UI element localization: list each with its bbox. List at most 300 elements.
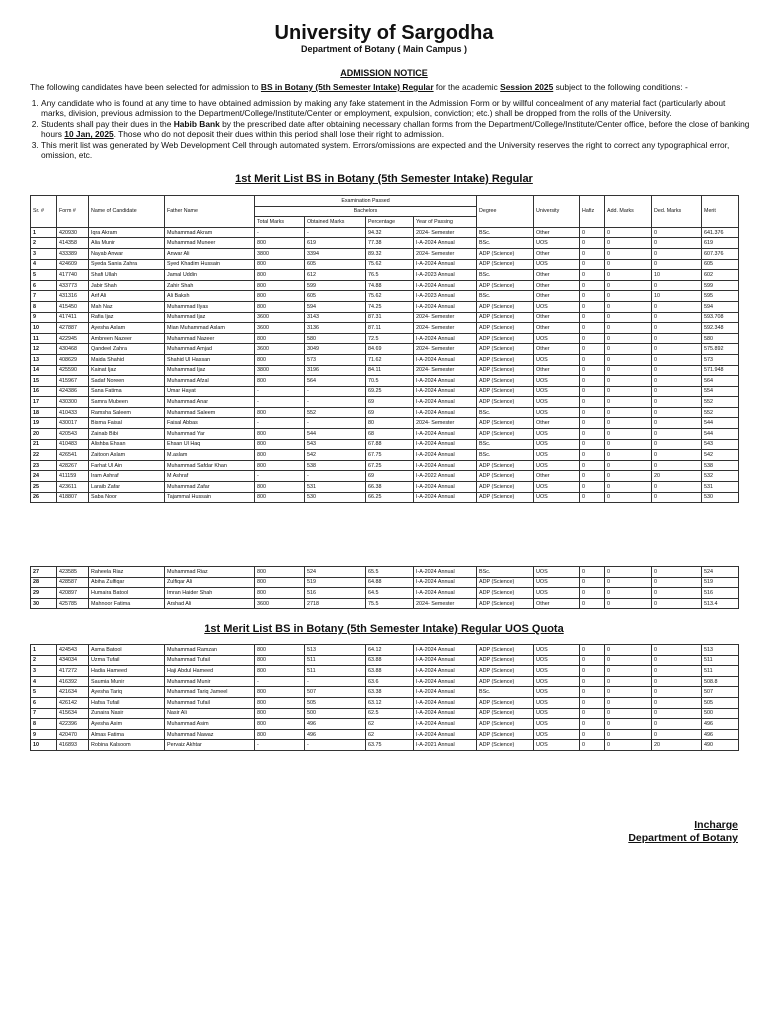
notice-title <box>0 68 768 78</box>
table-cell: 0 <box>652 492 702 503</box>
table-cell: Syeda Sania Zahra <box>89 259 165 270</box>
table-cell: Zahir Shah <box>165 280 255 291</box>
table-cell: 19 <box>31 418 57 429</box>
table-cell: Robina Kalsoom <box>89 740 165 751</box>
table-cell: Zunaira Nasir <box>89 708 165 719</box>
table-cell: 0 <box>652 248 702 259</box>
table-cell: 66.38 <box>366 482 414 493</box>
table-cell: 15 <box>31 376 57 387</box>
table-cell: Raheela Riaz <box>89 567 165 578</box>
table-cell: 0 <box>605 719 652 730</box>
table-cell: 0 <box>580 588 605 599</box>
table-cell: 0 <box>580 312 605 323</box>
table-cell: 0 <box>605 301 652 312</box>
table-cell: 800 <box>255 577 305 588</box>
table-cell: ADP (Science) <box>477 577 534 588</box>
university-title: University of Sargodha <box>274 22 494 44</box>
table-cell: Sadaf Noreen <box>89 376 165 387</box>
table-cell: 0 <box>652 418 702 429</box>
table-cell: ADP (Science) <box>477 344 534 355</box>
col-degree: Degree <box>477 196 534 228</box>
table-cell: 800 <box>255 291 305 302</box>
table-cell: 641.376 <box>702 227 739 238</box>
table-cell: Muhammad Ijaz <box>165 312 255 323</box>
table-cell: Ayesha Aslam <box>89 323 165 334</box>
table-cell: Samra Mubeen <box>89 397 165 408</box>
table-row <box>31 407 739 418</box>
table-cell: 599 <box>702 280 739 291</box>
table-cell: 0 <box>605 312 652 323</box>
table-cell: 0 <box>605 492 652 503</box>
table-cell: UOS <box>534 407 580 418</box>
table-cell: 496 <box>702 719 739 730</box>
table-cell: 25 <box>31 482 57 493</box>
table-cell: 0 <box>652 312 702 323</box>
table-cell: ADP (Science) <box>477 471 534 482</box>
table-cell: 410483 <box>57 439 89 450</box>
table-cell: 530 <box>305 492 366 503</box>
table-cell: Anwar Ali <box>165 248 255 259</box>
table-cell: 800 <box>255 376 305 387</box>
table-cell: 0 <box>580 740 605 751</box>
table-cell: Other <box>534 418 580 429</box>
table-cell: 67.88 <box>366 439 414 450</box>
table-cell: 0 <box>605 482 652 493</box>
table-cell: 800 <box>255 280 305 291</box>
table-cell: Muhammad Safdar Khan <box>165 460 255 471</box>
table-cell: Saba Noor <box>89 492 165 503</box>
table-cell: 0 <box>580 666 605 677</box>
table-cell: 800 <box>255 729 305 740</box>
intro-program: BS in Botany (5th Semester Intake) Regular <box>260 82 434 92</box>
table-cell: 0 <box>652 365 702 376</box>
table-cell: Rafia Ijaz <box>89 312 165 323</box>
table-cell: 0 <box>580 376 605 387</box>
table-cell: Ramsha Saleem <box>89 407 165 418</box>
table-cell: 87.31 <box>366 312 414 323</box>
table-cell: 0 <box>605 740 652 751</box>
table-cell: 71.62 <box>366 354 414 365</box>
table-cell: I-A-2022 Annual <box>414 471 477 482</box>
table-cell: 0 <box>580 429 605 440</box>
merit-list-2-title-text: 1st Merit List BS in Botany (5th Semester Intake) Regular UOS Quota <box>204 623 564 635</box>
table-cell: Muhammad Zafar <box>165 482 255 493</box>
table-cell: ADP (Science) <box>477 655 534 666</box>
table-cell: Ambreen Nazeer <box>89 333 165 344</box>
table-cell: 0 <box>580 291 605 302</box>
table-cell: UOS <box>534 482 580 493</box>
table-cell: 0 <box>605 687 652 698</box>
table-cell: I-A-2024 Annual <box>414 577 477 588</box>
table-cell: 0 <box>605 376 652 387</box>
table-cell: 531 <box>702 482 739 493</box>
table-row <box>31 666 739 677</box>
table-cell: 417272 <box>57 666 89 677</box>
table-row <box>31 719 739 730</box>
table-row <box>31 376 739 387</box>
table-cell: 0 <box>652 227 702 238</box>
table-cell: 3600 <box>255 598 305 609</box>
table-cell: 0 <box>605 365 652 376</box>
table-cell: 544 <box>702 418 739 429</box>
table-row <box>31 482 739 493</box>
col-exam-passed: Examination Passed <box>255 196 477 207</box>
table-cell: 516 <box>702 588 739 599</box>
table-row <box>31 598 739 609</box>
table-cell: I-A-2024 Annual <box>414 588 477 599</box>
table-cell: 0 <box>652 439 702 450</box>
table-cell: 418807 <box>57 492 89 503</box>
table-cell: Muhammad Saleem <box>165 407 255 418</box>
table-cell: Muhammad Riaz <box>165 567 255 578</box>
table-row <box>31 676 739 687</box>
table-cell: 75.62 <box>366 259 414 270</box>
table-cell: 30 <box>31 598 57 609</box>
table-cell: 0 <box>580 655 605 666</box>
table-cell: Muhammad Muneer <box>165 238 255 249</box>
table-cell: 594 <box>305 301 366 312</box>
table-cell: 62 <box>366 729 414 740</box>
table-cell: 3 <box>31 248 57 259</box>
table-cell: 423611 <box>57 482 89 493</box>
table-cell: Haji Abdul Hameed <box>165 666 255 677</box>
table-cell: 0 <box>605 333 652 344</box>
table-cell: 0 <box>605 645 652 656</box>
table-cell: Other <box>534 365 580 376</box>
table-cell: 430017 <box>57 418 89 429</box>
table-cell: 0 <box>652 450 702 461</box>
table-cell: ADP (Science) <box>477 397 534 408</box>
table-cell: UOS <box>534 429 580 440</box>
table-cell: 0 <box>605 676 652 687</box>
table-cell: 800 <box>255 429 305 440</box>
table-cell: I-A-2024 Annual <box>414 460 477 471</box>
table-cell: UOS <box>534 729 580 740</box>
table-cell: 408629 <box>57 354 89 365</box>
table-cell: Muhammad Tariq Jameel <box>165 687 255 698</box>
table-cell: 422396 <box>57 719 89 730</box>
table-cell: UOS <box>534 577 580 588</box>
table-cell: Ali Baksh <box>165 291 255 302</box>
table-row <box>31 460 739 471</box>
table-cell: 3 <box>31 666 57 677</box>
table-cell: 0 <box>605 460 652 471</box>
table-cell: ADP (Science) <box>477 301 534 312</box>
table-cell: 417740 <box>57 270 89 281</box>
table-cell: 8 <box>31 719 57 730</box>
table-cell: 0 <box>652 238 702 249</box>
table-cell: 800 <box>255 439 305 450</box>
table-cell: BSc. <box>477 270 534 281</box>
table-cell: I-A-2024 Annual <box>414 676 477 687</box>
col-father: Father Name <box>165 196 255 228</box>
table-cell: 800 <box>255 492 305 503</box>
table-cell: 66.25 <box>366 492 414 503</box>
table-cell: 80 <box>366 418 414 429</box>
col-sr: Sr. # <box>31 196 57 228</box>
table-cell: 0 <box>580 567 605 578</box>
table-row <box>31 687 739 698</box>
table-cell: Syed Khadim Hussain <box>165 259 255 270</box>
table-cell: 544 <box>305 429 366 440</box>
table-cell: 3800 <box>255 365 305 376</box>
table-cell: 592.348 <box>702 323 739 334</box>
table-cell: 0 <box>652 697 702 708</box>
table-cell: Bisma Faisal <box>89 418 165 429</box>
table-cell: 7 <box>31 708 57 719</box>
table-cell: - <box>255 397 305 408</box>
table-cell: 800 <box>255 645 305 656</box>
table-cell: Other <box>534 312 580 323</box>
table-cell: 10 <box>31 740 57 751</box>
table-row <box>31 248 739 259</box>
table-cell: ADP (Science) <box>477 365 534 376</box>
table-cell: I-A-2024 Annual <box>414 333 477 344</box>
table-cell: 0 <box>580 386 605 397</box>
table-cell: 0 <box>580 407 605 418</box>
merit-list-1-header <box>31 196 739 228</box>
table-cell: 427887 <box>57 323 89 334</box>
table-cell: 0 <box>605 439 652 450</box>
table-cell: 0 <box>580 238 605 249</box>
table-cell: 0 <box>652 386 702 397</box>
table-cell: Umar Hayat <box>165 386 255 397</box>
table-cell: 564 <box>702 376 739 387</box>
table-cell: UOS <box>534 588 580 599</box>
table-cell: 0 <box>652 577 702 588</box>
table-cell: Mian Muhammad Aslam <box>165 323 255 334</box>
table-cell: UOS <box>534 439 580 450</box>
table-cell: 496 <box>305 729 366 740</box>
table-cell: Imran Haider Shah <box>165 588 255 599</box>
table-cell: 507 <box>702 687 739 698</box>
table-cell: 10 <box>31 323 57 334</box>
table-cell: 0 <box>652 676 702 687</box>
table-cell: 496 <box>702 729 739 740</box>
table-cell: I-A-2024 Annual <box>414 238 477 249</box>
table-cell: 542 <box>305 450 366 461</box>
table-cell: UOS <box>534 238 580 249</box>
table-cell: 580 <box>305 333 366 344</box>
table-cell: Nayab Anwar <box>89 248 165 259</box>
table-cell: 8 <box>31 301 57 312</box>
table-cell: Muhammad Ijaz <box>165 365 255 376</box>
table-cell: 7 <box>31 291 57 302</box>
table-row <box>31 645 739 656</box>
table-cell: Shahid Ul Hassan <box>165 354 255 365</box>
table-cell: 500 <box>702 708 739 719</box>
table-cell: 0 <box>652 301 702 312</box>
table-cell: Muhammad Munir <box>165 676 255 687</box>
table-cell: 0 <box>652 460 702 471</box>
table-cell: 800 <box>255 407 305 418</box>
table-cell: 29 <box>31 588 57 599</box>
table-cell: 0 <box>580 450 605 461</box>
merit-list-1-title-text: 1st Merit List BS in Botany (5th Semester Intake) Regular <box>235 173 533 185</box>
table-cell: 612 <box>305 270 366 281</box>
table-cell: UOS <box>534 740 580 751</box>
condition-2-bank: Habib Bank <box>173 118 220 129</box>
table-cell: ADP (Science) <box>477 386 534 397</box>
table-cell: ADP (Science) <box>477 248 534 259</box>
table-cell: 0 <box>652 323 702 334</box>
table-cell: 507 <box>305 687 366 698</box>
table-cell: BSc. <box>477 687 534 698</box>
table-cell: 800 <box>255 460 305 471</box>
table-cell: Muhammad Anar <box>165 397 255 408</box>
table-cell: 0 <box>605 259 652 270</box>
table-cell: BSc. <box>477 407 534 418</box>
table-cell: 74.88 <box>366 280 414 291</box>
table-cell: 0 <box>580 708 605 719</box>
table-cell: Nasir Ali <box>165 708 255 719</box>
condition-2-text-a: Students shall pay their dues in the <box>41 118 174 129</box>
table-cell: 0 <box>652 280 702 291</box>
table-cell: I-A-2024 Annual <box>414 729 477 740</box>
table-cell: I-A-2024 Annual <box>414 708 477 719</box>
table-cell: 22 <box>31 450 57 461</box>
table-cell: 571.948 <box>702 365 739 376</box>
table-cell: 434034 <box>57 655 89 666</box>
condition-3-text: This merit list was generated by Web Development Cell through automated system. Errors/omissions are expected and the University reserves the right to correct any typographical error, omission, etc. <box>41 139 730 161</box>
table-row <box>31 577 739 588</box>
table-cell: 65.5 <box>366 567 414 578</box>
table-cell: I-A-2024 Annual <box>414 687 477 698</box>
table-cell: 9 <box>31 729 57 740</box>
table-cell: 0 <box>580 418 605 429</box>
table-cell: 10 <box>652 291 702 302</box>
table-cell: UOS <box>534 259 580 270</box>
table-cell: 11 <box>31 333 57 344</box>
table-cell: 420930 <box>57 227 89 238</box>
table-cell: 0 <box>580 248 605 259</box>
table-cell: 0 <box>652 687 702 698</box>
table-cell: 67.25 <box>366 460 414 471</box>
table-cell: 500 <box>305 708 366 719</box>
table-cell: I-A-2024 Annual <box>414 397 477 408</box>
table-cell: 4 <box>31 259 57 270</box>
table-cell: UOS <box>534 460 580 471</box>
table-cell: 519 <box>702 577 739 588</box>
table-cell: 0 <box>605 248 652 259</box>
table-row <box>31 418 739 429</box>
table-cell: 0 <box>652 397 702 408</box>
table-cell: 524 <box>702 567 739 578</box>
table-cell: Kainat Ijaz <box>89 365 165 376</box>
table-cell: 64.12 <box>366 645 414 656</box>
table-cell: 63.6 <box>366 676 414 687</box>
table-cell: 800 <box>255 482 305 493</box>
table-cell: Muhammad Yar <box>165 429 255 440</box>
table-cell: M Ashraf <box>165 471 255 482</box>
merit-list-2-table <box>30 644 739 751</box>
col-year-of-passing: Year of Passing <box>414 217 477 228</box>
table-cell: ADP (Science) <box>477 280 534 291</box>
table-cell: UOS <box>534 719 580 730</box>
table-row <box>31 439 739 450</box>
merit-list-1-table <box>30 195 739 503</box>
table-row <box>31 238 739 249</box>
table-cell: ADP (Science) <box>477 429 534 440</box>
condition-item <box>41 119 751 140</box>
table-cell: Other <box>534 270 580 281</box>
table-row <box>31 259 739 270</box>
table-cell: 800 <box>255 588 305 599</box>
table-cell: 0 <box>605 323 652 334</box>
table-cell: UOS <box>534 376 580 387</box>
table-cell: UOS <box>534 687 580 698</box>
table-cell: 0 <box>605 407 652 418</box>
table-cell: 0 <box>580 598 605 609</box>
table-cell: 511 <box>305 655 366 666</box>
table-cell: Muhammad Asim <box>165 719 255 730</box>
table-cell: - <box>305 397 366 408</box>
table-cell: - <box>305 676 366 687</box>
table-cell: 573 <box>702 354 739 365</box>
table-cell: 0 <box>652 482 702 493</box>
table-cell: 524 <box>305 567 366 578</box>
table-cell: Pervaiz Akhtar <box>165 740 255 751</box>
table-cell: 6 <box>31 280 57 291</box>
table-cell: 3600 <box>255 312 305 323</box>
table-row <box>31 429 739 440</box>
table-cell: UOS <box>534 567 580 578</box>
table-cell: - <box>305 386 366 397</box>
table-cell: 564 <box>305 376 366 387</box>
table-cell: 538 <box>702 460 739 471</box>
col-bachelors: Bachelors <box>255 206 477 217</box>
table-cell: 0 <box>580 719 605 730</box>
table-cell: Muhammad Tufail <box>165 697 255 708</box>
table-cell: UOS <box>534 301 580 312</box>
table-row <box>31 740 739 751</box>
table-cell: 607.376 <box>702 248 739 259</box>
table-cell: 0 <box>605 655 652 666</box>
table-cell: 0 <box>605 386 652 397</box>
table-cell: 0 <box>580 492 605 503</box>
table-cell: ADP (Science) <box>477 259 534 270</box>
table-cell: 416392 <box>57 676 89 687</box>
table-cell: UOS <box>534 697 580 708</box>
col-ded-marks: Ded. Marks <box>652 196 702 228</box>
table-cell: 0 <box>652 333 702 344</box>
table-cell: 64.5 <box>366 588 414 599</box>
table-cell: ADP (Science) <box>477 482 534 493</box>
table-cell: 0 <box>605 577 652 588</box>
table-cell: Maida Shahid <box>89 354 165 365</box>
table-cell: 519 <box>305 577 366 588</box>
table-cell: - <box>255 676 305 687</box>
table-cell: 0 <box>580 439 605 450</box>
signature-department: Department of Botany <box>628 832 738 844</box>
table-cell: Other <box>534 344 580 355</box>
condition-2-text-c: . Those who do not deposit their dues within this period shall lose their right to admission. <box>113 129 445 140</box>
table-row <box>31 492 739 503</box>
table-cell: 0 <box>652 655 702 666</box>
table-cell: 0 <box>605 344 652 355</box>
table-cell: 27 <box>31 567 57 578</box>
col-hafiz: Hafiz <box>580 196 605 228</box>
table-cell: UOS <box>534 645 580 656</box>
intro-text-a: The following candidates have been selected for admission to <box>30 82 261 92</box>
table-cell: 619 <box>702 238 739 249</box>
intro-text-c: subject to the following conditions: - <box>553 82 688 92</box>
table-cell: UOS <box>534 333 580 344</box>
table-cell: Ehsan Ul Haq <box>165 439 255 450</box>
table-cell: ADP (Science) <box>477 645 534 656</box>
table-cell: 0 <box>652 259 702 270</box>
table-cell: ADP (Science) <box>477 492 534 503</box>
